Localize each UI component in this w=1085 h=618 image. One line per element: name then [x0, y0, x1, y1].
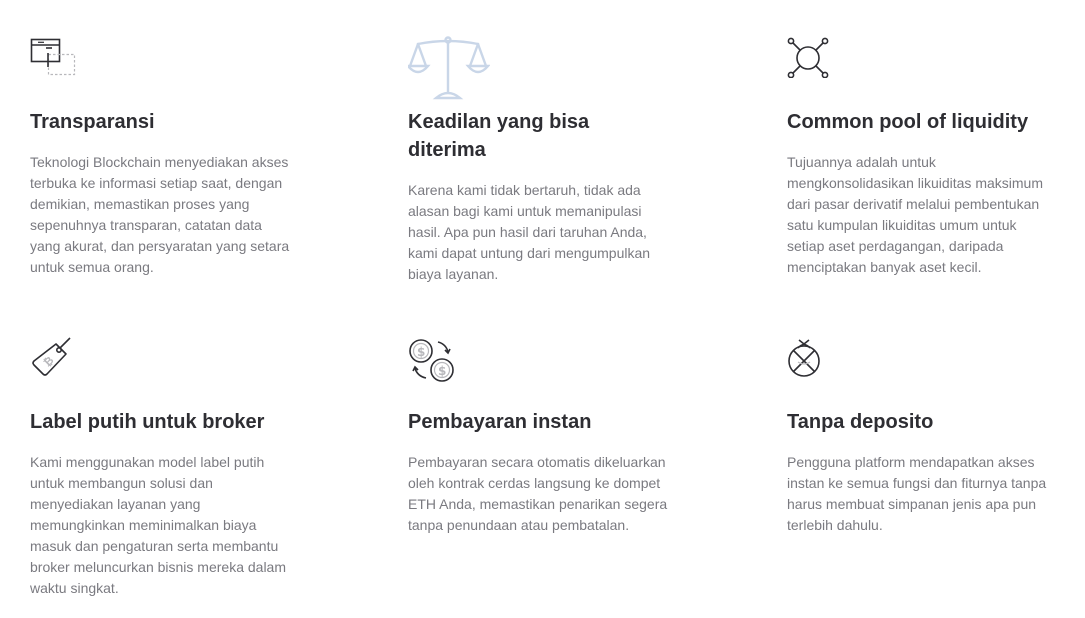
feature-title: Common pool of liquidity	[787, 111, 1029, 133]
feature-description: Pembayaran secara otomatis dikeluarkan oleh kontrak cerdas langsung ke dompet ETH Anda, memastikan penarikan segera tanpa penundaan atau pembatalan.	[408, 454, 668, 533]
liquidity-pool-icon	[787, 36, 1049, 100]
feature-title: Keadilan yang bisa diterima	[408, 111, 590, 161]
feature-common-pool	[787, 36, 1049, 278]
svg-text:$: $	[417, 345, 426, 359]
feature-description: Pengguna platform mendapatkan akses instan ke semua fungsi dan fiturnya tanpa harus membuat simpanan jenis apa pun terlebih dahulu.	[787, 454, 1047, 533]
feature-title: Pembayaran instan	[408, 411, 592, 433]
feature-keadilan	[408, 36, 670, 285]
feature-label-putih	[30, 336, 292, 599]
feature-transparansi	[30, 36, 292, 278]
feature-title: Label putih untuk broker	[30, 411, 265, 433]
feature-pembayaran-instan	[408, 336, 670, 536]
feature-title: Tanpa deposito	[787, 411, 934, 433]
windows-icon	[30, 36, 292, 100]
feature-description: Teknologi Blockchain menyediakan akses terbuka ke informasi setiap saat, dengan demikian, memastikan proses yang sepenuhnya transparan, catatan data yang akurat, dan persyaratan yang setara untuk semua orang.	[30, 154, 290, 275]
svg-text:₿: ₿	[40, 353, 57, 370]
dollar-exchange-icon	[408, 336, 670, 400]
feature-title: Transparansi	[30, 111, 155, 133]
feature-tanpa-deposito	[787, 336, 1049, 536]
bitcoin-tag-icon	[30, 336, 292, 400]
feature-description: Karena kami tidak bertaruh, tidak ada alasan bagi kami untuk memanipulasi hasil. Apa pun hasil dari taruhan Anda, kami dapat untung dari mengumpulkan biaya layanan.	[408, 182, 651, 282]
svg-text:$: $	[438, 364, 447, 378]
feature-description: Kami menggunakan model label putih untuk membangun solusi dan menyediakan layanan yang memungkinkan meminimalkan biaya masuk dan pengaturan serta membantu broker meluncurkan bisnis mereka dalam waktu singkat.	[30, 454, 286, 596]
scales-icon	[408, 36, 670, 100]
no-deposit-bag-icon	[787, 336, 1049, 400]
feature-description: Tujuannya adalah untuk mengkonsolidasikan likuiditas maksimum dari pasar derivatif melalui pembentukan satu kumpulan likuiditas umum untuk setiap aset perdagangan, daripada menciptakan banyak aset kecil.	[787, 154, 1043, 275]
